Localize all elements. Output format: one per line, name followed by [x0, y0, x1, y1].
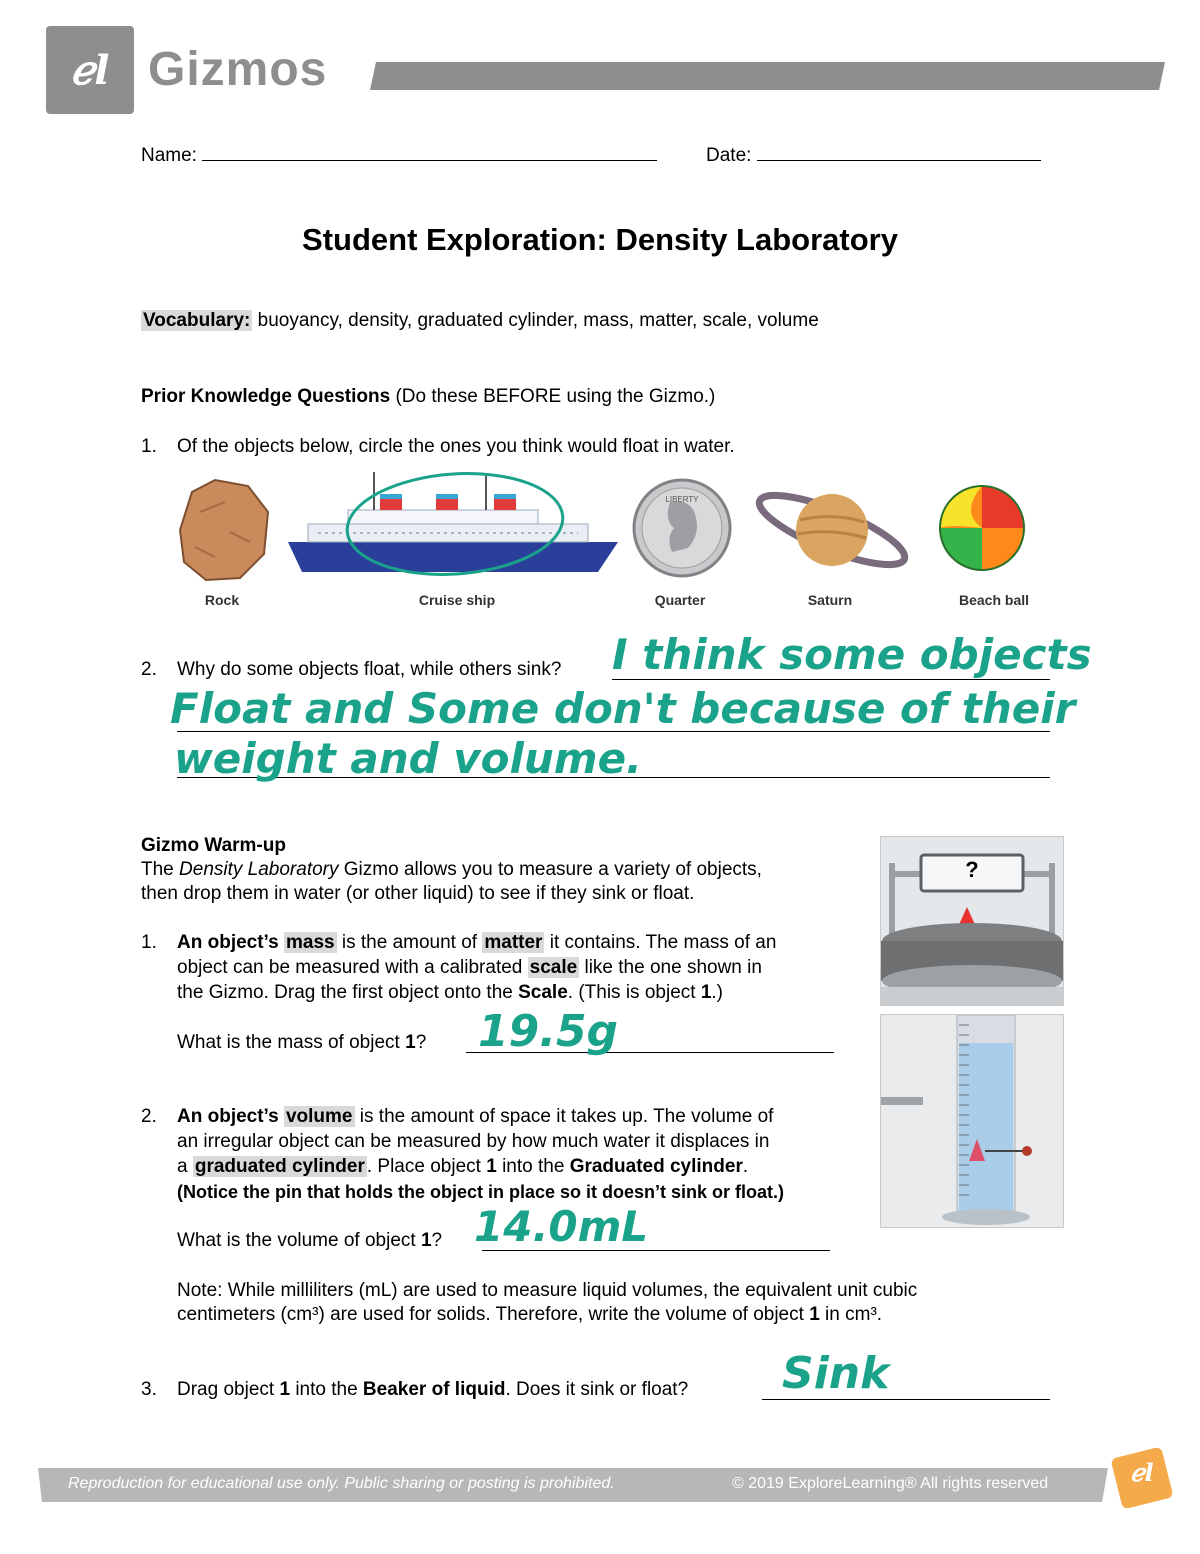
- handwritten-answer-line3: weight and volume.: [174, 734, 643, 783]
- intro-italic: Density Laboratory: [179, 859, 339, 880]
- warmup-q2-question: [177, 1229, 442, 1253]
- body-text: . Does it sink or float?: [505, 1379, 689, 1400]
- body-text: . Place object: [366, 1156, 481, 1177]
- body-text: into the: [295, 1379, 358, 1400]
- vocabulary-terms: buoyancy, density, graduated cylinder, mass, matter, scale, volume: [257, 310, 819, 331]
- prior-knowledge-note: (Do these BEFORE using the Gizmo.): [395, 386, 716, 407]
- body-text: in cm³.: [825, 1304, 883, 1325]
- warmup-q2-notice: (Notice the pin that holds the object in place so it doesn’t sink or float.): [177, 1182, 785, 1202]
- date-label: Date:: [706, 145, 752, 166]
- date-blank[interactable]: [757, 144, 1041, 161]
- beach-ball-icon: [940, 486, 1024, 570]
- prior-q2: [141, 658, 561, 682]
- body-text: .: [742, 1156, 749, 1177]
- vocab-matter: matter: [484, 932, 543, 953]
- answer-blank-1[interactable]: [612, 679, 1050, 680]
- body-text: into the: [502, 1156, 565, 1177]
- q-number: 1.: [141, 436, 157, 457]
- page-title: Student Exploration: Density Laboratory: [302, 222, 898, 257]
- vocabulary: [141, 309, 819, 333]
- body-text: it contains. The mass of an: [549, 932, 777, 953]
- warmup-q2-line1: [141, 1105, 773, 1129]
- graduated-cylinder-image: [881, 1015, 1063, 1227]
- warmup-q1-question: [177, 1031, 426, 1055]
- bold-text: An object’s: [177, 932, 279, 953]
- intro-text: Gizmo allows you to measure a variety of objects,: [338, 859, 762, 880]
- footer-logo-mark: ℯl: [1130, 1458, 1154, 1487]
- warmup-intro-2: then drop them in water (or other liquid) to see if they sink or float.: [141, 883, 695, 904]
- body-text: is the amount of: [341, 932, 478, 953]
- warmup-q2-line3: [177, 1155, 748, 1179]
- vocab-mass: mass: [285, 932, 335, 953]
- body-text: ?: [415, 1032, 427, 1053]
- saturn-icon: [752, 482, 912, 578]
- saturn-label: Saturn: [807, 592, 853, 608]
- rock-label: Rock: [204, 592, 240, 608]
- q-number: 3.: [141, 1379, 157, 1400]
- prior-knowledge-heading: [141, 385, 715, 409]
- body-text: like the one shown in: [584, 957, 762, 978]
- scale-figure: [880, 836, 1064, 1006]
- brand-name: Gizmos: [148, 43, 328, 96]
- warmup-q2-line2: an irregular object can be measured by how much water it displaces in: [177, 1131, 770, 1152]
- warmup-q1-line1: [141, 931, 776, 955]
- footer-copyright: © 2019 ExploreLearning® All rights reserved: [732, 1475, 1049, 1492]
- beach-ball-label: Beach ball: [958, 592, 1030, 608]
- prior-knowledge-title: Prior Knowledge Questions: [141, 386, 391, 407]
- body-text: .): [711, 982, 724, 1003]
- body-text: Drag object: [177, 1379, 275, 1400]
- q-number: 2.: [141, 659, 157, 680]
- warmup-note-line2: [177, 1303, 882, 1327]
- handwritten-answer-line2: Float and Some don't because of their: [170, 684, 1076, 733]
- bold-text: 1: [700, 982, 712, 1003]
- bold-text: 1: [486, 1156, 497, 1177]
- q-number: 1.: [141, 932, 157, 953]
- q-text: Of the objects below, circle the ones you think would float in water.: [177, 436, 735, 457]
- warmup-intro-1: [141, 858, 762, 882]
- body-text: the Gizmo. Drag the first object onto the: [177, 982, 513, 1003]
- graduated-cylinder-figure: [880, 1014, 1064, 1228]
- intro-text: The: [141, 859, 180, 880]
- body-text: What is the mass of object: [177, 1032, 400, 1053]
- date-field[interactable]: [706, 144, 1041, 168]
- warmup-heading: Gizmo Warm-up: [141, 835, 286, 856]
- bold-text: Graduated cylinder: [569, 1156, 743, 1177]
- handwritten-sink-answer: Sink: [782, 1348, 890, 1399]
- objects-illustration: [170, 472, 1050, 592]
- q-text: Why do some objects float, while others sink?: [177, 659, 562, 680]
- footer-logo: [1106, 1442, 1176, 1512]
- bold-text: Beaker of liquid: [362, 1379, 506, 1400]
- bold-text: Scale: [518, 982, 568, 1003]
- warmup-q3: [141, 1378, 688, 1402]
- warmup-q1-line2: [177, 956, 762, 980]
- logo-mark: ℯl: [70, 46, 110, 94]
- prior-q1: [141, 435, 735, 459]
- footer-reproduction-notice: Reproduction for educational use only. Public sharing or posting is prohibited.: [68, 1475, 615, 1492]
- q-number: 2.: [141, 1106, 157, 1127]
- bold-text: 1: [809, 1304, 820, 1325]
- vocab-scale: scale: [529, 957, 578, 978]
- handwritten-volume-answer: 14.0mL: [474, 1202, 649, 1251]
- bold-text: 1: [405, 1032, 416, 1053]
- name-label: Name:: [141, 145, 197, 166]
- name-blank[interactable]: [202, 144, 657, 161]
- sink-float-answer-blank[interactable]: [762, 1399, 1050, 1400]
- warmup-note-line1: Note: While milliliters (mL) are used to measure liquid volumes, the equivalent unit cubic: [177, 1280, 918, 1301]
- handwritten-mass-answer: 19.5g: [478, 1006, 619, 1057]
- body-text: ?: [431, 1230, 443, 1251]
- bold-text: An object’s: [177, 1106, 279, 1127]
- cruise-ship-icon: [288, 472, 618, 572]
- vocabulary-label: Vocabulary:: [143, 310, 251, 331]
- body-text: object can be measured with a calibrated: [177, 957, 523, 978]
- bold-text: 1: [420, 1230, 432, 1251]
- body-text: a: [177, 1156, 188, 1177]
- body-text: is the amount of space it takes up. The volume of: [359, 1106, 774, 1127]
- handwritten-answer-line1: I think some objects: [612, 630, 1092, 679]
- quarter-text: LIBERTY: [665, 495, 699, 504]
- quarter-label: Quarter: [654, 592, 706, 608]
- cruise-ship-label: Cruise ship: [418, 592, 496, 608]
- bold-text: 1: [279, 1379, 291, 1400]
- warmup-q1-line3: [177, 981, 723, 1005]
- vocab-volume: volume: [285, 1106, 353, 1127]
- gizmos-logo: [46, 26, 134, 114]
- body-text: . (This is object: [567, 982, 696, 1003]
- rock-icon: [180, 480, 268, 580]
- vocab-graduated-cylinder: graduated cylinder: [194, 1156, 365, 1177]
- header-bar: [370, 62, 1165, 90]
- name-field[interactable]: [141, 144, 657, 168]
- body-text: What is the volume of object: [177, 1230, 416, 1251]
- scale-display: ?: [965, 857, 979, 882]
- body-text: centimeters (cm³) are used for solids. Therefore, write the volume of object: [177, 1304, 804, 1325]
